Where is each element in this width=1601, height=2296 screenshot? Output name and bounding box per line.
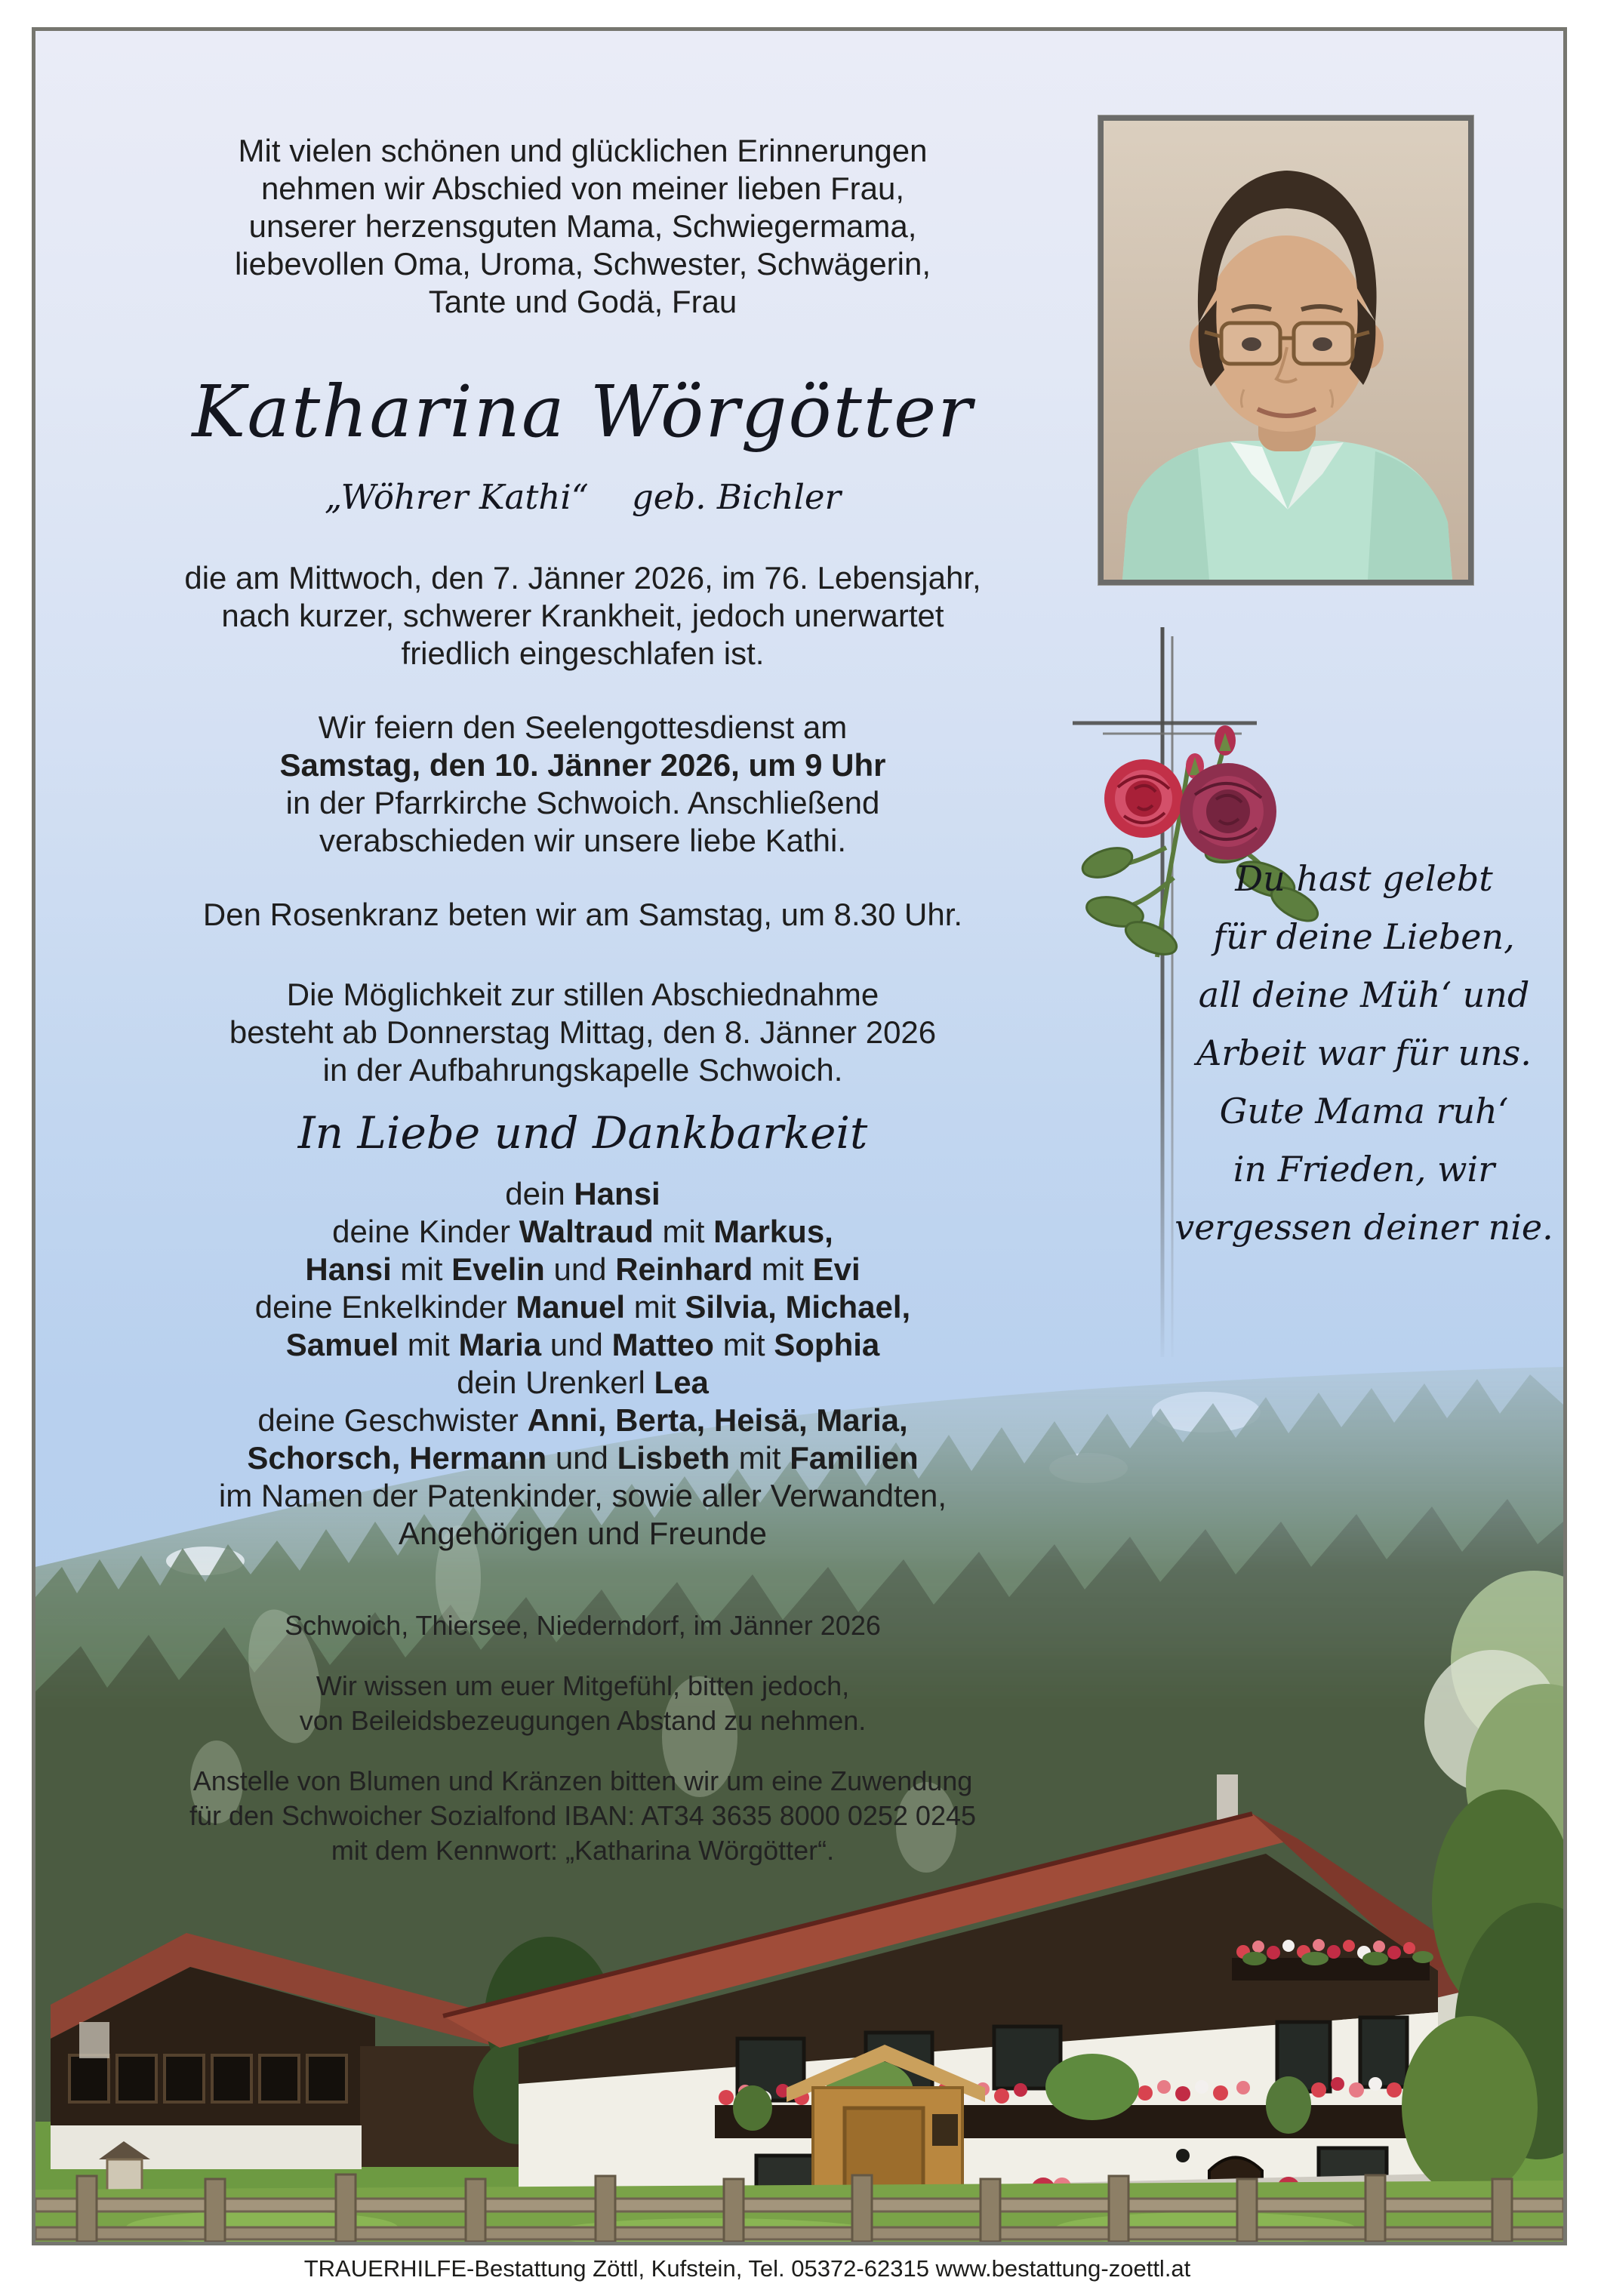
service-paragraph: Wir feiern den Seelengottesdienst am Samstag, den 10. Jänner 2026, um 9 Uhr in der Pfarrkirche Schwoich. Anschließend verabschieden wir unsere liebe Kathi. bbox=[279, 709, 886, 858]
condolence-paragraph: Wir wissen um euer Mitgefühl, bitten jedoch, von Beileidsbezeugungen Abstand zu nehmen. bbox=[299, 1670, 867, 1736]
portrait-photo bbox=[1098, 115, 1473, 585]
family-paragraph: dein Hansi deine Kinder Waltraud mit Markus, Hansi mit Evelin und Reinhard mit Evi deine Enkelkinder Manuel mit Silvia, Michael, Samuel mit Maria und Matteo mit Sophia dein Urenkerl Lea deine Geschwister Anni, Berta, Heisä, Maria, Schorsch, Hermann und Lisbeth mit Familien im Namen der Patenkinder, sowie aller Verwandten, Angehörigen und Freunde bbox=[218, 1176, 947, 1551]
intro-paragraph: Mit vielen schönen und glücklichen Erinnerungen nehmen wir Abschied von meiner lieben Frau, unserer herzensguten Mama, Schwiegermama, liebevollen Oma, Uroma, Schwester, Schwägerin, Tante und Godä, Frau bbox=[234, 133, 931, 319]
death-paragraph: die am Mittwoch, den 7. Jänner 2026, im 76. Lebensjahr, nach kurzer, schwerer Krankheit, jedoch unerwartet friedlich eingeschlafen ist. bbox=[184, 560, 981, 671]
memorial-poem: Du hast gelebt für deine Lieben, all deine Müh‘ und Arbeit war für uns. Gute Mama ruh‘ in Frieden, wir vergessen deiner nie. bbox=[1175, 858, 1553, 1248]
donation-paragraph: Anstelle von Blumen und Kränzen bitten wir um eine Zuwendung für den Schwoicher Sozialfond IBAN: AT34 3635 8000 0252 0245 mit dem Kennwort: „Katharina Wörgötter“. bbox=[189, 1765, 977, 1866]
obituary-card bbox=[32, 27, 1567, 2245]
closing-line: In Liebe und Dankbarkeit bbox=[297, 1107, 868, 1159]
viewing-paragraph: Die Möglichkeit zur stillen Abschiednahme besteht ab Donnerstag Mittag, den 8. Jänner 2026 in der Aufbahrungskapelle Schwoich. bbox=[229, 977, 937, 1088]
wall-lamp bbox=[1176, 2149, 1190, 2162]
rose-bloom-left bbox=[1104, 759, 1183, 838]
rosary-paragraph: Den Rosenkranz beten wir am Samstag, um 8.30 Uhr. bbox=[202, 897, 963, 932]
chimney bbox=[1217, 1774, 1238, 1820]
footer-funeral-home: TRAUERHILFE-Bestattung Zöttl, Kufstein, Tel. 05372-62315 www.bestattung-zoettl.at bbox=[303, 2255, 1191, 2282]
rose-bloom-right bbox=[1180, 763, 1276, 860]
deceased-nickname: „Wöhrer Kathi“ geb. Bichler bbox=[324, 477, 842, 517]
deceased-name: Katharina Wörgötter bbox=[192, 371, 974, 454]
date-place-line: Schwoich, Thiersee, Niederndorf, im Jänner 2026 bbox=[285, 1610, 881, 1641]
